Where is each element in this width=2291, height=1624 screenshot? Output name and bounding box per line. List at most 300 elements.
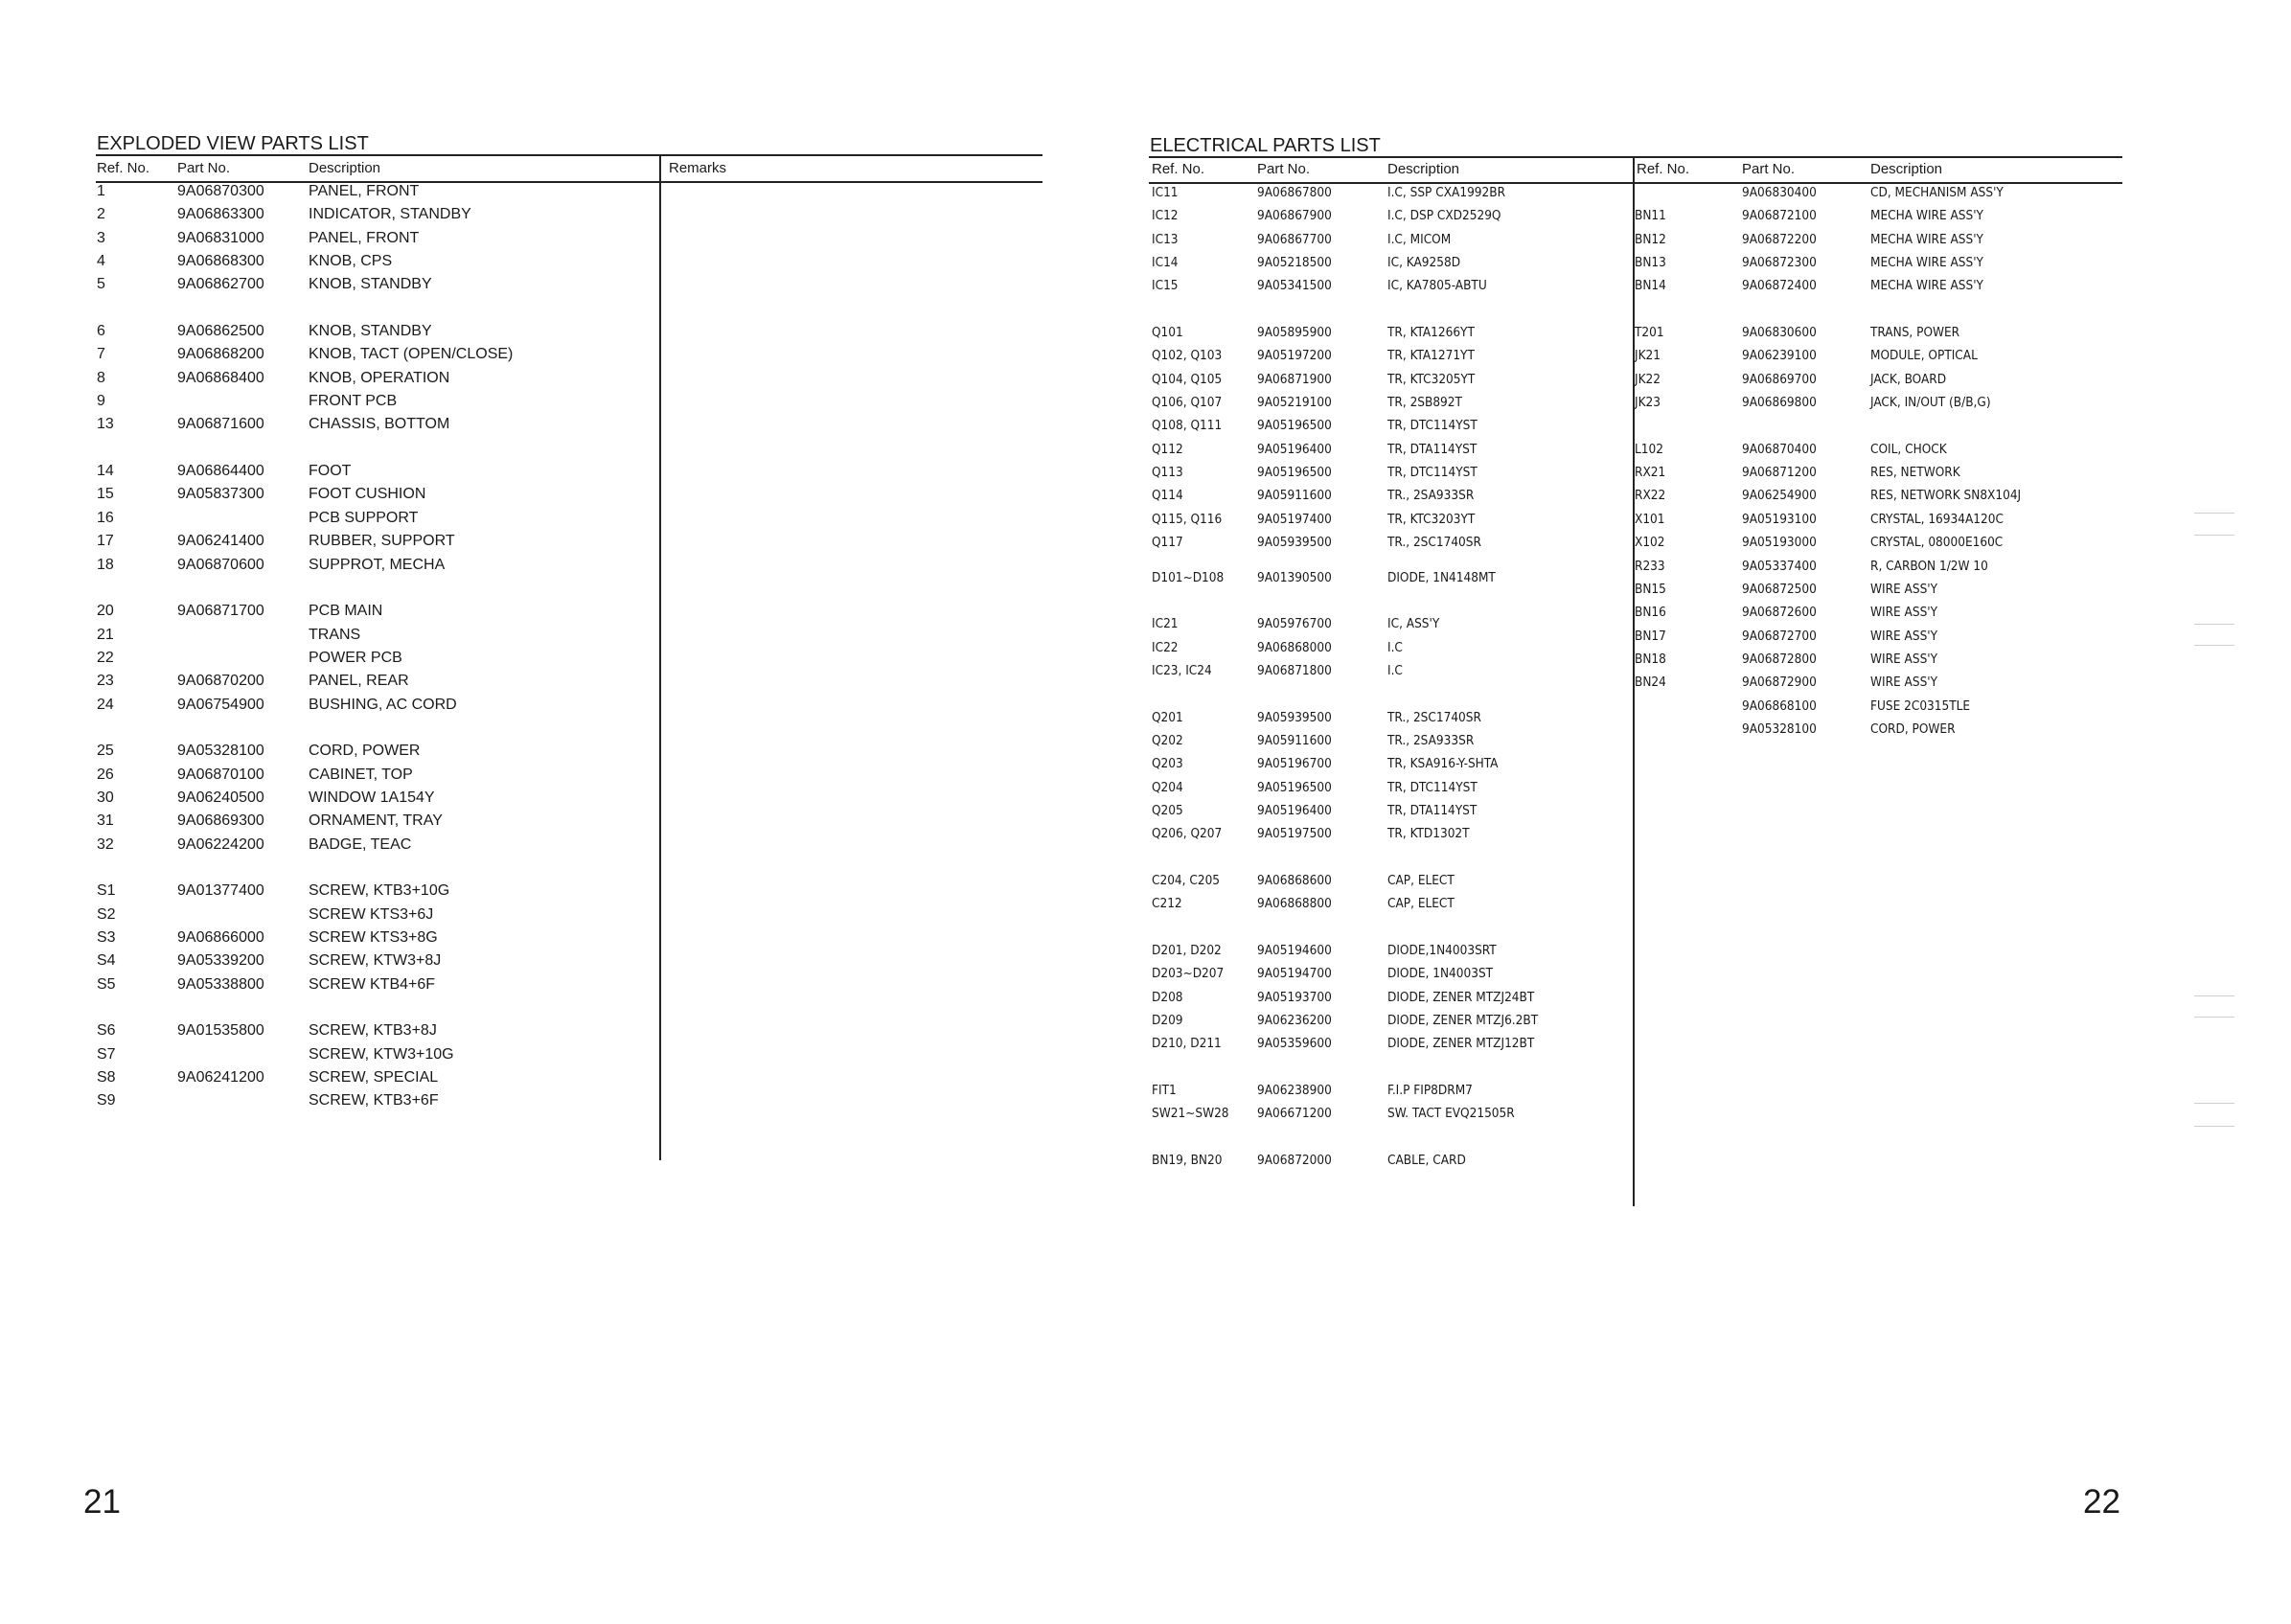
description-cell: SCREW KTS3+8G: [309, 929, 438, 946]
part-no-cell: 9A06241200: [177, 1069, 264, 1086]
ref-cell: X101: [1635, 511, 1665, 527]
description-cell: ORNAMENT, TRAY: [309, 812, 443, 830]
description-cell: PCB SUPPORT: [309, 509, 419, 526]
ref-cell: 7: [97, 346, 105, 363]
description-cell: MECHA WIRE ASS'Y: [1870, 208, 1983, 224]
description-cell: SCREW, KTW3+8J: [309, 952, 442, 970]
description-cell: PANEL, FRONT: [309, 229, 420, 246]
ref-cell: Q202: [1152, 732, 1183, 748]
parts-row: [1150, 706, 1629, 729]
ref-cell: 22: [97, 649, 114, 666]
ref-cell: 26: [97, 766, 114, 783]
parts-row: [96, 973, 659, 996]
ref-cell: IC12: [1152, 208, 1179, 224]
ref-cell: Q115, Q116: [1152, 511, 1223, 527]
parts-row: [1633, 391, 2121, 414]
ref-cell: BN11: [1635, 208, 1666, 224]
ref-cell: BN17: [1635, 628, 1666, 644]
parts-row: [1633, 508, 2121, 531]
ref-cell: BN12: [1635, 231, 1666, 247]
ref-cell: JK22: [1635, 371, 1661, 387]
parts-row: [1633, 461, 2121, 484]
parts-row: [96, 694, 659, 717]
description-cell: TR, KTC3203YT: [1387, 511, 1476, 527]
parts-row: [1633, 555, 2121, 578]
ref-cell: S2: [97, 905, 116, 923]
ref-cell: BN16: [1635, 605, 1666, 621]
ref-cell: 5: [97, 276, 105, 293]
part-no-cell: 9A06872500: [1742, 581, 1817, 597]
ref-cell: SW21~SW28: [1152, 1106, 1229, 1122]
description-cell: CRYSTAL, 08000E160C: [1870, 535, 2004, 551]
parts-row: [1150, 659, 1629, 682]
description-cell: I.C: [1387, 639, 1403, 655]
parts-row: [1150, 274, 1629, 297]
description-cell: TR, DTA114YST: [1387, 802, 1478, 818]
scan-mark: [2194, 645, 2234, 646]
part-no-cell: 9A06871600: [177, 416, 264, 433]
electrical-list-title: ELECTRICAL PARTS LIST: [1150, 135, 1381, 156]
description-cell: DIODE, ZENER MTZJ6.2BT: [1387, 1013, 1539, 1029]
parts-row: [1150, 636, 1629, 659]
electrical-header-ref-left: Ref. No.: [1152, 161, 1205, 177]
part-no-cell: 9A06254900: [1742, 488, 1817, 504]
description-cell: TR., 2SA933SR: [1387, 732, 1475, 748]
part-no-cell: 9A05939500: [1257, 709, 1332, 725]
parts-row: [96, 764, 659, 787]
description-cell: PANEL, FRONT: [309, 183, 420, 199]
parts-row: [1150, 368, 1629, 391]
description-cell: KNOB, CPS: [309, 253, 393, 270]
description-cell: WINDOW 1A154Y: [309, 789, 435, 806]
description-cell: CRYSTAL, 16934A120C: [1870, 511, 2004, 527]
description-cell: FOOT: [309, 463, 352, 480]
parts-row: [1150, 461, 1629, 484]
description-cell: RES, NETWORK SN8X104J: [1870, 488, 2022, 504]
parts-row: [1633, 181, 2121, 204]
parts-row: [1633, 251, 2121, 274]
description-cell: COIL, CHOCK: [1870, 441, 1947, 457]
parts-row: [96, 880, 659, 903]
description-cell: TR, KSA916-Y-SHTA: [1387, 756, 1499, 772]
part-no-cell: 9A05328100: [177, 743, 264, 760]
ref-cell: Q203: [1152, 756, 1183, 772]
description-cell: SCREW, KTW3+10G: [309, 1045, 454, 1063]
part-no-cell: 9A06224200: [177, 835, 264, 853]
ref-cell: 9: [97, 393, 105, 410]
parts-row: [96, 810, 659, 833]
ref-cell: Q201: [1152, 709, 1183, 725]
part-no-cell: 9A05328100: [1742, 721, 1817, 737]
description-cell: KNOB, TACT (OPEN/CLOSE): [309, 346, 514, 363]
description-cell: FUSE 2C0315TLE: [1870, 698, 1971, 714]
description-cell: I.C, SSP CXA1992BR: [1387, 185, 1506, 200]
ref-cell: R233: [1635, 558, 1665, 574]
description-cell: CABINET, TOP: [309, 766, 413, 783]
part-no-cell: 9A05193100: [1742, 511, 1817, 527]
exploded-title-rule: [96, 154, 1042, 156]
parts-row: [1633, 718, 2121, 741]
ref-cell: D201, D202: [1152, 943, 1222, 958]
ref-cell: 31: [97, 812, 114, 830]
scan-mark: [2194, 624, 2234, 625]
parts-row: [96, 740, 659, 763]
ref-cell: JK23: [1635, 395, 1661, 411]
ref-cell: Q204: [1152, 779, 1183, 795]
electrical-left-rows: [1150, 181, 1629, 1172]
parts-row: [1150, 414, 1629, 437]
ref-cell: 8: [97, 369, 105, 386]
ref-cell: 20: [97, 603, 114, 620]
parts-row: [96, 647, 659, 670]
ref-cell: D208: [1152, 989, 1183, 1005]
ref-cell: D209: [1152, 1013, 1183, 1029]
parts-row: [1150, 228, 1629, 251]
parts-row: [96, 507, 659, 530]
ref-cell: IC15: [1152, 278, 1179, 294]
description-cell: CHASSIS, BOTTOM: [309, 416, 450, 433]
parts-row: [96, 903, 659, 926]
part-no-cell: 9A06867700: [1257, 231, 1332, 247]
parts-row: [96, 320, 659, 343]
parts-row: [96, 600, 659, 623]
parts-row: [1633, 601, 2121, 624]
ref-cell: S3: [97, 929, 116, 946]
description-cell: PANEL, REAR: [309, 673, 409, 690]
ref-cell: IC14: [1152, 255, 1179, 271]
description-cell: MECHA WIRE ASS'Y: [1870, 278, 1983, 294]
parts-row: [1150, 799, 1629, 822]
ref-cell: IC11: [1152, 185, 1179, 200]
description-cell: RES, NETWORK: [1870, 465, 1960, 481]
exploded-header-remarks: Remarks: [669, 160, 727, 176]
description-cell: DIODE, ZENER MTZJ12BT: [1387, 1036, 1535, 1052]
description-cell: R, CARBON 1/2W 10: [1870, 558, 1988, 574]
ref-cell: 25: [97, 743, 114, 760]
exploded-list-title: EXPLODED VIEW PARTS LIST: [97, 133, 369, 154]
part-no-cell: 9A05196700: [1257, 756, 1332, 772]
description-cell: SUPPROT, MECHA: [309, 556, 446, 573]
description-cell: BUSHING, AC CORD: [309, 696, 457, 713]
ref-cell: 6: [97, 323, 105, 340]
description-cell: JACK, IN/OUT (B/B,G): [1870, 395, 1991, 411]
part-no-cell: 9A06240500: [177, 789, 264, 806]
parts-row: [96, 530, 659, 553]
parts-row: [1150, 612, 1629, 635]
description-cell: RUBBER, SUPPORT: [309, 533, 455, 550]
parts-row: [96, 1043, 659, 1066]
ref-cell: IC22: [1152, 639, 1179, 655]
parts-row: [96, 343, 659, 366]
description-cell: INDICATOR, STANDBY: [309, 206, 471, 223]
ref-cell: C204, C205: [1152, 872, 1221, 888]
ref-cell: 30: [97, 789, 114, 806]
description-cell: IC, KA9258D: [1387, 255, 1461, 271]
ref-cell: S9: [97, 1092, 116, 1109]
ref-cell: BN15: [1635, 581, 1666, 597]
description-cell: TR, DTC114YST: [1387, 465, 1478, 481]
electrical-header-description-left: Description: [1387, 161, 1460, 177]
part-no-cell: 9A06870200: [177, 673, 264, 690]
ref-cell: S8: [97, 1069, 116, 1086]
part-no-cell: 9A06239100: [1742, 348, 1817, 364]
electrical-right-rows: [1633, 181, 2121, 741]
description-cell: KNOB, OPERATION: [309, 369, 450, 386]
part-no-cell: 9A05197500: [1257, 826, 1332, 842]
parts-row: [96, 460, 659, 483]
part-no-cell: 9A06868000: [1257, 639, 1332, 655]
ref-cell: Q206, Q207: [1152, 826, 1223, 842]
part-no-cell: 9A06870400: [1742, 441, 1817, 457]
parts-row: [1150, 484, 1629, 507]
ref-cell: 17: [97, 533, 114, 550]
description-cell: FRONT PCB: [309, 393, 398, 410]
part-no-cell: 9A06872700: [1742, 628, 1817, 644]
description-cell: TR, KTA1271YT: [1387, 348, 1475, 364]
parts-row: [96, 554, 659, 577]
part-no-cell: 9A06872900: [1742, 675, 1817, 691]
part-no-cell: 9A06872100: [1742, 208, 1817, 224]
part-no-cell: 9A05196500: [1257, 465, 1332, 481]
description-cell: IC, ASS'Y: [1387, 616, 1440, 632]
ref-cell: T201: [1635, 325, 1664, 341]
part-no-cell: 9A05196500: [1257, 779, 1332, 795]
part-no-cell: 9A06830400: [1742, 185, 1817, 200]
ref-cell: D203~D207: [1152, 966, 1225, 982]
ref-cell: S6: [97, 1022, 116, 1040]
parts-row: [1150, 391, 1629, 414]
ref-cell: S7: [97, 1045, 116, 1063]
electrical-header-ref-right: Ref. No.: [1637, 161, 1690, 177]
parts-row: [1150, 776, 1629, 799]
parts-row: [1633, 204, 2121, 227]
part-no-cell: 9A06868300: [177, 253, 264, 270]
part-no-cell: 9A05219100: [1257, 395, 1332, 411]
part-no-cell: 9A06872300: [1742, 255, 1817, 271]
ref-cell: S4: [97, 952, 116, 970]
ref-cell: BN19, BN20: [1152, 1153, 1223, 1169]
parts-row: [1150, 531, 1629, 554]
parts-row: [1150, 344, 1629, 367]
exploded-remarks-divider: [659, 156, 661, 1160]
ref-cell: BN18: [1635, 651, 1666, 667]
description-cell: POWER PCB: [309, 649, 402, 666]
parts-row: [1150, 566, 1629, 589]
part-no-cell: 9A06869700: [1742, 371, 1817, 387]
part-no-cell: 9A06831000: [177, 229, 264, 246]
part-no-cell: 9A05194700: [1257, 966, 1332, 982]
description-cell: DIODE,1N4003SRT: [1387, 943, 1497, 958]
description-cell: WIRE ASS'Y: [1870, 581, 1938, 597]
parts-row: [96, 413, 659, 436]
ref-cell: RX21: [1635, 465, 1666, 481]
description-cell: SCREW, KTB3+6F: [309, 1092, 439, 1109]
parts-row: [96, 1019, 659, 1042]
parts-row: [96, 624, 659, 647]
part-no-cell: 9A05194600: [1257, 943, 1332, 958]
part-no-cell: 9A01377400: [177, 882, 264, 900]
part-no-cell: 9A06868400: [177, 369, 264, 386]
part-no-cell: 9A06870600: [177, 556, 264, 573]
parts-row: [1150, 822, 1629, 845]
description-cell: KNOB, STANDBY: [309, 276, 432, 293]
part-no-cell: 9A05911600: [1257, 488, 1332, 504]
page-number-left: 21: [83, 1483, 121, 1521]
part-no-cell: 9A06871200: [1742, 465, 1817, 481]
part-no-cell: 9A05196400: [1257, 441, 1332, 457]
parts-row: [96, 834, 659, 857]
parts-row: [96, 273, 659, 296]
parts-row: [96, 787, 659, 810]
ref-cell: 2: [97, 206, 105, 223]
part-no-cell: 9A05341500: [1257, 278, 1332, 294]
ref-cell: Q205: [1152, 802, 1183, 818]
part-no-cell: 9A06869300: [177, 812, 264, 830]
parts-row: [1633, 344, 2121, 367]
parts-row: [1150, 181, 1629, 204]
part-no-cell: 9A06862500: [177, 323, 264, 340]
description-cell: TR., 2SC1740SR: [1387, 709, 1481, 725]
ref-cell: BN13: [1635, 255, 1666, 271]
description-cell: CORD, POWER: [309, 743, 421, 760]
description-cell: TR, DTC114YST: [1387, 779, 1478, 795]
part-no-cell: 9A06868600: [1257, 872, 1332, 888]
description-cell: CAP, ELECT: [1387, 896, 1455, 912]
ref-cell: Q104, Q105: [1152, 371, 1223, 387]
part-no-cell: 9A06872600: [1742, 605, 1817, 621]
ref-cell: 3: [97, 229, 105, 246]
description-cell: TR., 2SA933SR: [1387, 488, 1475, 504]
description-cell: TR, 2SB892T: [1387, 395, 1462, 411]
part-no-cell: 9A06868800: [1257, 896, 1332, 912]
parts-row: [96, 180, 659, 203]
description-cell: TRANS, POWER: [1870, 325, 1960, 341]
part-no-cell: 9A06870100: [177, 766, 264, 783]
parts-row: [96, 483, 659, 506]
ref-cell: IC13: [1152, 231, 1179, 247]
description-cell: DIODE, ZENER MTZJ24BT: [1387, 989, 1535, 1005]
description-cell: CORD, POWER: [1870, 721, 1956, 737]
description-cell: SCREW, SPECIAL: [309, 1069, 439, 1086]
parts-row: [96, 926, 659, 949]
part-no-cell: 9A06236200: [1257, 1013, 1332, 1029]
parts-row: [96, 390, 659, 413]
part-no-cell: 9A05196400: [1257, 802, 1332, 818]
part-no-cell: 9A05339200: [177, 952, 264, 970]
description-cell: SCREW, KTB3+10G: [309, 882, 450, 900]
parts-row: [1150, 986, 1629, 1009]
description-cell: SCREW, KTB3+8J: [309, 1022, 437, 1040]
part-no-cell: 9A06868100: [1742, 698, 1817, 714]
part-no-cell: 9A05218500: [1257, 255, 1332, 271]
part-no-cell: 9A05337400: [1742, 558, 1817, 574]
part-no-cell: 9A06870300: [177, 183, 264, 199]
parts-row: [1150, 752, 1629, 775]
parts-row: [96, 1066, 659, 1089]
part-no-cell: 9A05193000: [1742, 535, 1817, 551]
description-cell: CD, MECHANISM ASS'Y: [1870, 185, 2004, 200]
electrical-header-description-right: Description: [1870, 161, 1943, 177]
scan-mark: [2194, 1126, 2234, 1127]
description-cell: WIRE ASS'Y: [1870, 628, 1938, 644]
parts-row: [1150, 939, 1629, 962]
description-cell: TR, DTA114YST: [1387, 441, 1478, 457]
ref-cell: 18: [97, 556, 114, 573]
parts-row: [1633, 625, 2121, 648]
scan-mark: [2194, 1103, 2234, 1104]
description-cell: DIODE, 1N4148MT: [1387, 569, 1496, 585]
ref-cell: RX22: [1635, 488, 1666, 504]
exploded-header-ref: Ref. No.: [97, 160, 150, 176]
description-cell: KNOB, STANDBY: [309, 323, 432, 340]
ref-cell: 14: [97, 463, 114, 480]
description-cell: TRANS: [309, 626, 361, 643]
parts-row: [1633, 274, 2121, 297]
ref-cell: S1: [97, 882, 116, 900]
part-no-cell: 9A05911600: [1257, 732, 1332, 748]
part-no-cell: 9A06868200: [177, 346, 264, 363]
parts-row: [1633, 484, 2121, 507]
ref-cell: 23: [97, 673, 114, 690]
description-cell: I.C, DSP CXD2529Q: [1387, 208, 1501, 224]
part-no-cell: 9A06864400: [177, 463, 264, 480]
parts-row: [96, 250, 659, 273]
ref-cell: C212: [1152, 896, 1182, 912]
ref-cell: S5: [97, 975, 116, 993]
ref-cell: 15: [97, 486, 114, 503]
ref-cell: JK21: [1635, 348, 1661, 364]
parts-row: [1150, 1102, 1629, 1125]
electrical-title-rule: [1149, 156, 2122, 158]
description-cell: FOOT CUSHION: [309, 486, 426, 503]
part-no-cell: 9A06862700: [177, 276, 264, 293]
parts-row: [1150, 1079, 1629, 1102]
parts-row: [1633, 321, 2121, 344]
part-no-cell: 9A06871800: [1257, 662, 1332, 678]
part-no-cell: 9A05338800: [177, 975, 264, 993]
part-no-cell: 9A05939500: [1257, 535, 1332, 551]
parts-row: [1633, 648, 2121, 671]
description-cell: TR, KTA1266YT: [1387, 325, 1475, 341]
ref-cell: Q114: [1152, 488, 1183, 504]
scan-mark: [2194, 535, 2234, 536]
description-cell: SCREW KTS3+6J: [309, 905, 434, 923]
description-cell: SCREW KTB4+6F: [309, 975, 436, 993]
description-cell: PCB MAIN: [309, 603, 383, 620]
ref-cell: BN14: [1635, 278, 1666, 294]
description-cell: BADGE, TEAC: [309, 835, 412, 853]
parts-row: [96, 670, 659, 693]
ref-cell: IC23, IC24: [1152, 662, 1212, 678]
ref-cell: FIT1: [1152, 1083, 1177, 1099]
parts-row: [1150, 1032, 1629, 1055]
description-cell: DIODE, 1N4003ST: [1387, 966, 1494, 982]
page-number-right: 22: [2083, 1483, 2120, 1521]
parts-row: [96, 367, 659, 390]
parts-row: [1150, 1009, 1629, 1032]
part-no-cell: 9A06866000: [177, 929, 264, 946]
description-cell: TR, KTD1302T: [1387, 826, 1470, 842]
ref-cell: X102: [1635, 535, 1665, 551]
ref-cell: Q108, Q111: [1152, 418, 1223, 434]
description-cell: MECHA WIRE ASS'Y: [1870, 255, 1983, 271]
part-no-cell: 9A06754900: [177, 696, 264, 713]
electrical-header-part-left: Part No.: [1257, 161, 1311, 177]
ref-cell: Q106, Q107: [1152, 395, 1223, 411]
parts-row: [1633, 671, 2121, 694]
part-no-cell: 9A01390500: [1257, 569, 1332, 585]
ref-cell: 4: [97, 253, 105, 270]
